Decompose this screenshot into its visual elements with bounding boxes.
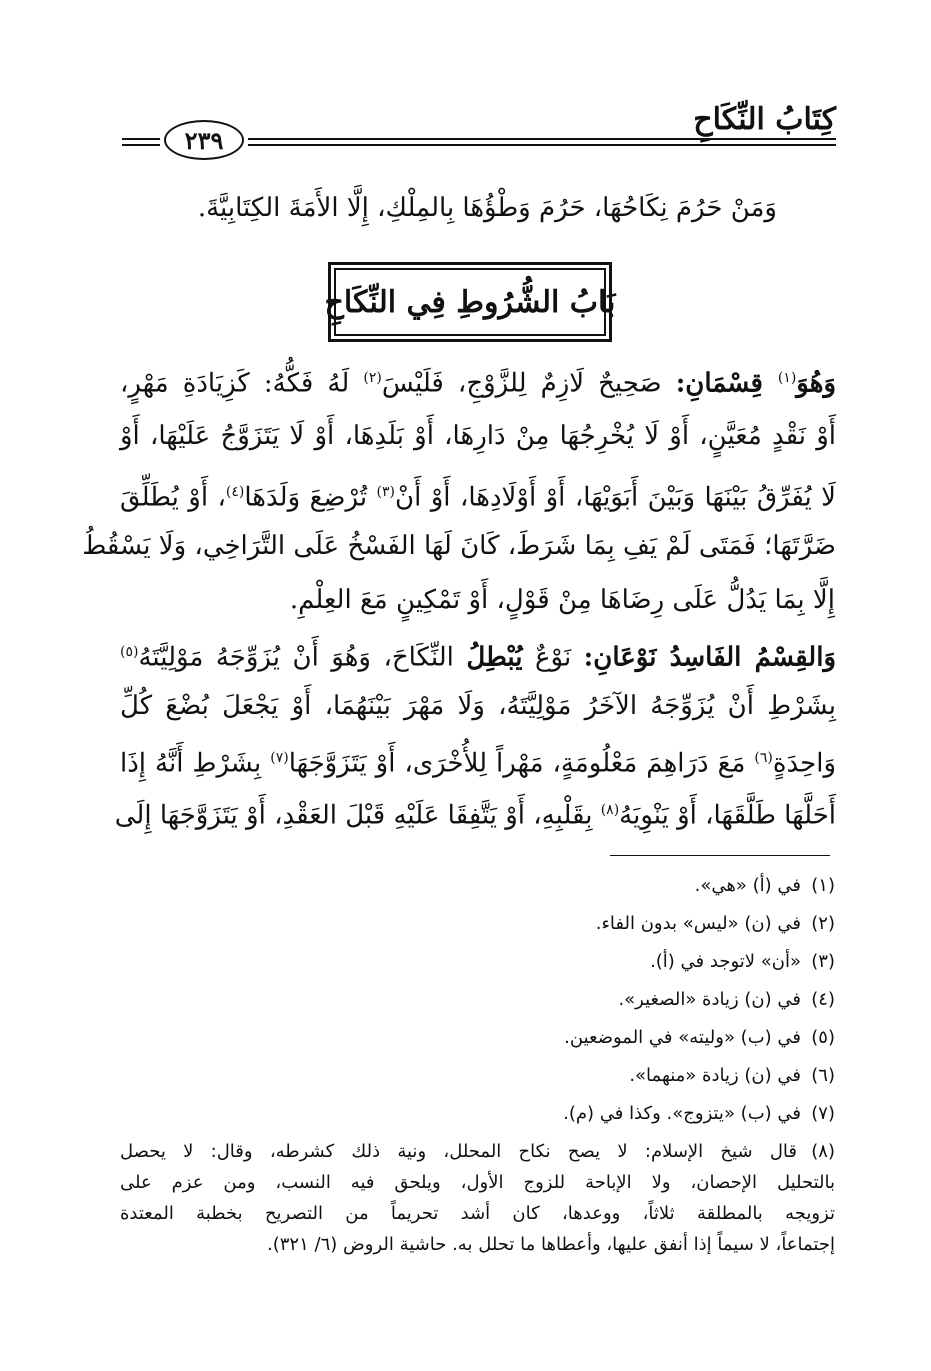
text-span: وَاحِدَةٍ: [772, 748, 836, 779]
paragraph-line: [120, 472, 836, 518]
footnote: [596, 906, 835, 942]
footnote-text: في (ب) «وليته» في الموضعين.: [564, 1027, 801, 1048]
footnote-number: (١): [811, 875, 835, 896]
footnote-number: (٢): [811, 913, 835, 934]
footnote-number: (٦): [811, 1065, 835, 1086]
page-number: ٢٣٩: [164, 120, 244, 160]
footnote-line: [120, 1136, 835, 1167]
footnote: [618, 982, 835, 1018]
header-rule: [122, 144, 160, 146]
paragraph-line: [120, 416, 836, 456]
footnote: [563, 1096, 835, 1132]
page-header: [120, 96, 836, 156]
footnote-line: بالتحليل الإحصان، ولا الإباحة للزوج الأول، ويلحق فيه النسب، ومن عزم على: [120, 1172, 835, 1193]
footnote-ref: (٢): [363, 370, 382, 386]
footnote-text: في (أ) «هي».: [694, 875, 801, 896]
footnote-text: «أن» لاتوجد في (أ).: [650, 951, 801, 972]
footnote-text: في (ن) زيادة «منهما».: [629, 1065, 801, 1086]
header-rule: [248, 138, 836, 140]
footnote-number: (٥): [811, 1027, 835, 1048]
text-span: ، أَوْ يُطَلِّقَ: [120, 482, 226, 513]
footnote-number: (٣): [811, 951, 835, 972]
footnote: [650, 944, 835, 980]
footnote: [629, 1058, 835, 1094]
footnote-line: إجتماعاً، لا سيماً إذا أنفق عليها، وأعطاها ما تحلل به. حاشية الروض (٦/ ٣٢١).: [267, 1234, 835, 1255]
text-span: تُرْضِعَ وَلَدَهَا: [244, 482, 377, 513]
footnote-long: [120, 1136, 835, 1260]
book-title: كِتَابُ النِّكَاحِ: [693, 102, 836, 137]
footnote-ref: (١): [777, 370, 797, 386]
lead-word: وَهُوَ: [796, 368, 836, 399]
footnote-ref: (٤): [225, 484, 245, 500]
text-span: ضَرَّتَهَا؛ فَمَتَى لَمْ يَفِ بِمَا شَرَطَ، كَانَ لَهَا الفَسْخُ عَلَى التَّرَاخِي، وَلَا يَسْقُطُ: [82, 531, 836, 561]
paragraph-line: [114, 790, 836, 836]
text-span: لَهُ فَكُّهُ: كَزِيَادَةِ مَهْرٍ،: [120, 368, 364, 399]
text-span: نَوْعٌ: [522, 642, 584, 673]
footnote-ref: (٦): [754, 750, 773, 766]
text-span: النِّكَاحَ، وَهُوَ أَنْ يُزَوِّجَهُ مَوْلِيَّتَهُ: [138, 642, 467, 673]
footnote-line: تزويجه بالمطلقة ثلاثاً، ووعدها، كان أشد تحريماً من التصريح بخطبة المعتدة: [120, 1203, 835, 1224]
footnote-text: في (ب) «يتزوج». وكذا في (م).: [563, 1103, 801, 1124]
text-span: مَعَ دَرَاهِمَ مَعْلُومَةٍ، مَهْراً لِلأُخْرَى، أَوْ يَتَزَوَّجَهَا: [288, 748, 755, 779]
footnote-ref: (٨): [600, 802, 620, 818]
keyword: قِسْمَانِ:: [675, 368, 778, 399]
footnote-number: (٨): [811, 1141, 835, 1162]
paragraph-line: [82, 526, 836, 566]
footnote-number: (٤): [811, 989, 835, 1010]
lead-word: وَالقِسْمُ الفَاسِدُ نَوْعَانِ:: [583, 642, 837, 673]
footnote-text: في (ن) زيادة «الصغير».: [618, 989, 801, 1010]
text-span: أَحَلَّهَا طَلَّقَهَا، أَوْ يَنْوِيَهُ: [619, 800, 836, 831]
chapter-title: بَابُ الشُّرُوطِ فِي النِّكَاحِ: [334, 268, 606, 336]
text-span: لَا يُفَرِّقُ بَيْنَهَا وَبَيْنَ أَبَوَيْهَا، أَوْ أَوْلَادِهَا، أَوْ أَنْ: [394, 482, 836, 513]
footnote: [695, 868, 835, 904]
text-span: بِشَرْطِ أَنْ يُزَوِّجَهُ الآخَرُ مَوْلِيَّتَهُ، وَلَا مَهْرَ بَيْنَهُمَا، أَوْ يَجْعَلَ بُضْعَ كُلِّ: [120, 691, 836, 721]
text-span: بِقَلْبِهِ، أَوْ يَتَّفِقَا عَلَيْهِ قَبْلَ العَقْدِ، أَوْ يَتَزَوَّجَهَا إِلَى: [114, 800, 601, 831]
paragraph-line: [290, 580, 835, 620]
paragraph-line: [120, 358, 836, 404]
footnote-separator: [610, 855, 830, 856]
paragraph-line: [120, 738, 836, 784]
keyword: يُبْطِلُ: [466, 642, 523, 673]
text-span: أَوْ نَقْدٍ مُعَيَّنٍ، أَوْ لَا يُخْرِجُهَا مِنْ دَارِهَا، أَوْ بَلَدِهَا، أَوْ لَا يَتَزَوَّجُ عَلَيْهَا، أَوْ: [120, 421, 836, 451]
footnote-text: في (ن) «ليس» بدون الفاء.: [595, 913, 801, 934]
footnote: [564, 1020, 835, 1056]
footnote-text: قال شيخ الإسلام: لا يصح نكاح المحلل، ونية ذلك كشرطه، وقال: لا يحصل: [120, 1141, 797, 1162]
footnote-ref: (٥): [120, 644, 139, 660]
intro-line: وَمَنْ حَرُمَ نِكَاحُهَا، حَرُمَ وَطْؤُهَا بِالمِلْكِ، إِلَّا الأَمَةَ الكِتَابِيَّةَ.: [197, 193, 777, 223]
paragraph-line: [120, 632, 836, 678]
chapter-title-frame: [324, 262, 616, 342]
header-rule: [248, 144, 836, 146]
footnote-number: (٧): [811, 1103, 835, 1124]
text-span: إِلَّا بِمَا يَدُلُّ عَلَى رِضَاهَا مِنْ قَوْلٍ، أَوْ تَمْكِينٍ مَعَ العِلْمِ.: [289, 585, 835, 615]
text-span: بِشَرْطِ أَنَّهُ إِذَا: [120, 748, 271, 779]
footnote-ref: (٣): [376, 484, 395, 500]
text-span: صَحِيحٌ لَازِمٌ لِلزَّوْجِ، فَلَيْسَ: [381, 368, 676, 399]
paragraph-line: [120, 686, 836, 726]
footnote-ref: (٧): [270, 750, 289, 766]
header-rule: [122, 138, 160, 140]
